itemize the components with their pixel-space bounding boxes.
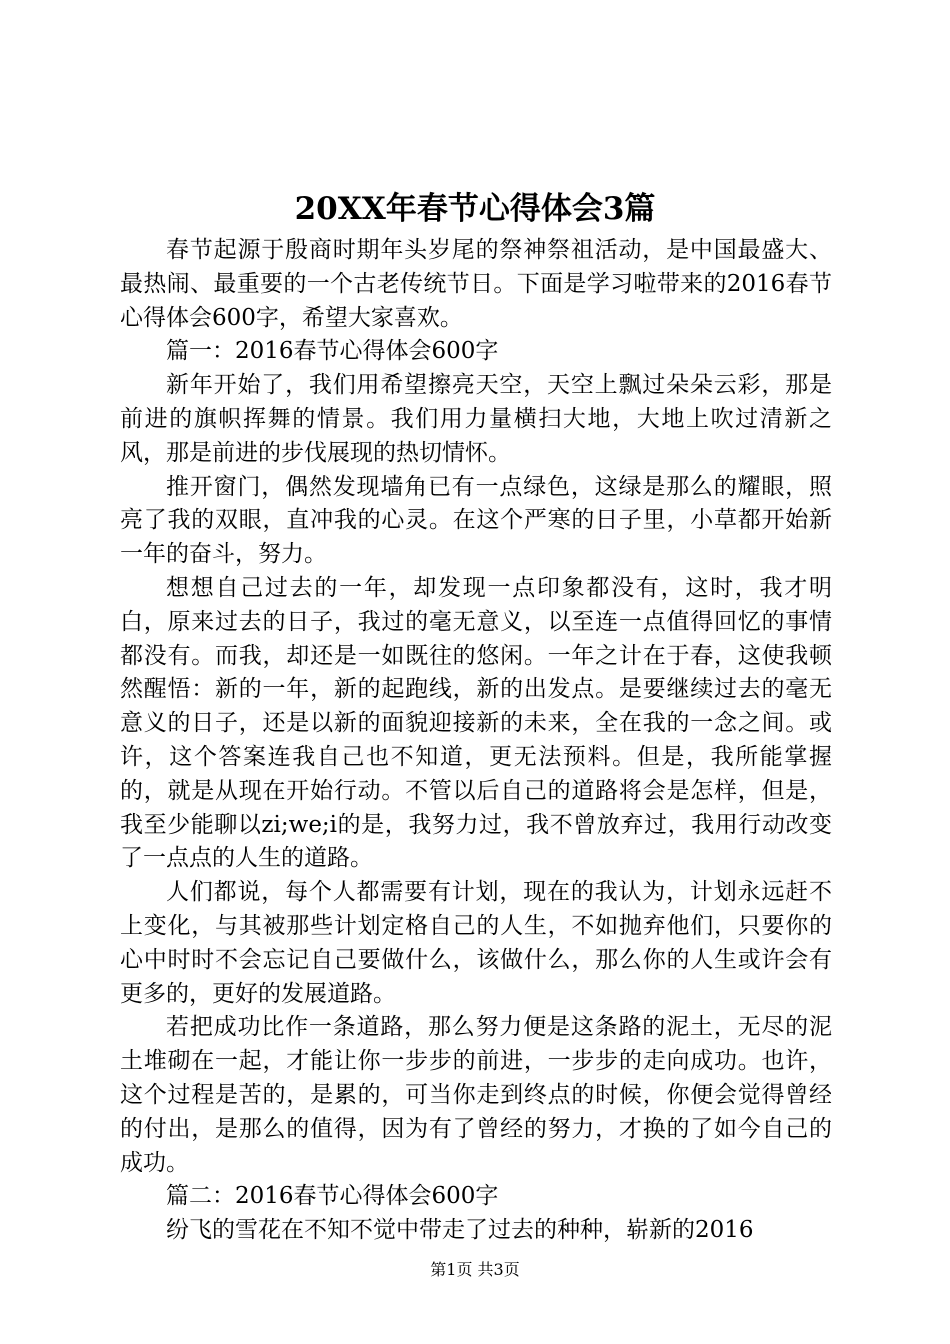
document-title: 20XX年春节心得体会3篇 [294,191,656,227]
body-paragraph: 推开窗门，偶然发现墙角已有一点绿色，这绿是那么的耀眼，照亮了我的双眼，直冲我的心灵。在这个严寒的日子里，小草都开始新一年的奋斗，努力。 [120,473,832,568]
intro-paragraph: 春节起源于殷商时期年头岁尾的祭神祭祖活动，是中国最盛大、最热闹、最重要的一个古老传统节日。下面是学习啦带来的2016春节心得体会600字，希望大家喜欢。 [120,237,832,331]
body-paragraph: 纷飞的雪花在不知不觉中带走了过去的种种，崭新的2016 [166,1217,754,1244]
page-footer: 第1页 共3页 [430,1260,520,1279]
section-heading-1: 篇一：2016春节心得体会600字 [166,338,499,365]
body-paragraph: 想想自己过去的一年，却发现一点印象都没有，这时，我才明白，原来过去的日子，我过的毫无意义，以至连一点值得回忆的事情都没有。而我，却还是一如既往的悠闲。一年之计在于春，这使我顿然醒悟：新的一年，新的起跑线，新的出发点。是要继续过去的毫无意义的日子，还是以新的面貌迎接新的未来，全在我的一念之间。或许，这个答案连我自己也不知道，更无法预料。但是，我所能掌握的，就是从现在开始行动。不管以后自己的道路将会是怎样，但是，我至少能聊以zi;we;i的是，我努力过，我不曾放弃过，我用行动改变了一点点的人生的道路。 [120,574,832,872]
body-paragraph: 若把成功比作一条道路，那么努力便是这条路的泥土，无尽的泥土堆砌在一起，才能让你一步步的前进，一步步的走向成功。也许，这个过程是苦的，是累的，可当你走到终点的时候，你便会觉得曾经的付出，是那么的值得，因为有了曾经的努力，才换的了如今自己的成功。 [120,1014,832,1176]
body-paragraph: 人们都说，每个人都需要有计划，现在的我认为，计划永远赶不上变化，与其被那些计划定格自己的人生，不如抛弃他们，只要你的心中时时不会忘记自己要做什么，该做什么，那么你的人生或许会有更多的，更好的发展道路。 [120,879,832,1007]
section-heading-2: 篇二：2016春节心得体会600字 [166,1183,499,1210]
document-body [120,234,832,1248]
body-paragraph: 新年开始了，我们用希望擦亮天空，天空上飘过朵朵云彩，那是前进的旗帜挥舞的情景。我们用力量横扫大地，大地上吹过清新之风，那是前进的步伐展现的热切情怀。 [120,372,832,466]
